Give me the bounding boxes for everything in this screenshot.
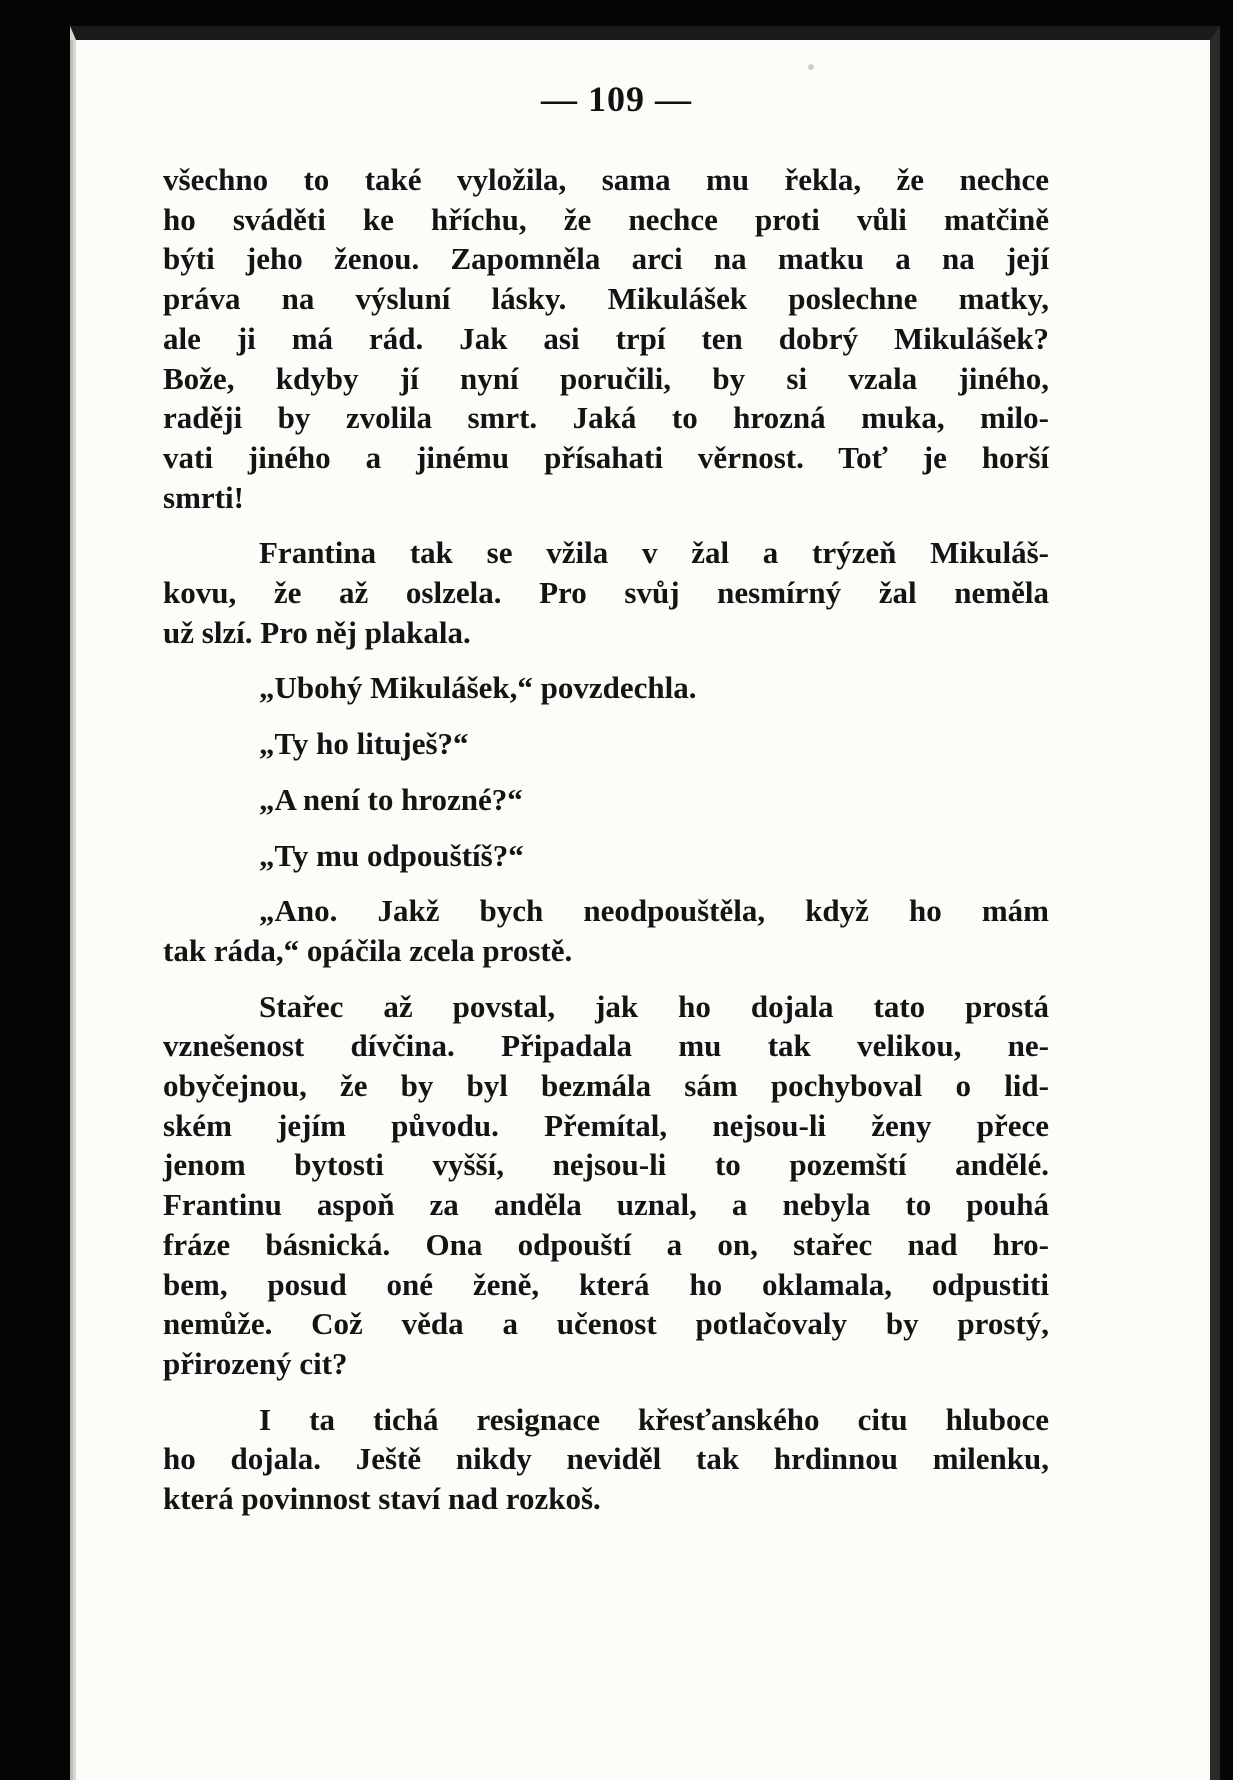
text-line: která povinnost staví nad rozkoš. [163,1481,601,1517]
text-line: jenom bytosti vyšší, nejsou-li to pozemští andělé. [163,1147,1049,1183]
paragraph-gap [163,517,1049,533]
ink-speck [808,64,814,70]
text-line: vati jiného a jinému přísahati věrnost. Toť je horší [163,439,1049,475]
text-line: ale ji má rád. Jak asi trpí ten dobrý Mikulášek? [163,320,1049,356]
paragraph [163,533,1049,652]
text-line: „A není to hrozné?“ [259,781,523,817]
paragraph-gap [163,971,1049,987]
paragraph-gap [163,708,1049,724]
paragraph-gap [163,820,1049,836]
text-line: fráze básnická. Ona odpouští a on, stařec nad hro- [163,1226,1049,1262]
body-text [163,160,1049,1519]
dialogue-line [163,724,1049,764]
paragraph [163,1400,1049,1519]
text-line: tak ráda,“ opáčila zcela prostě. [163,932,573,968]
text-line: kovu, že až oslzela. Pro svůj nesmírný žal neměla [163,575,1049,611]
text-line: Bože, kdyby jí nyní poručili, by si vzala jiného, [163,360,1049,396]
text-line: přirozený cit? [163,1345,348,1381]
paragraph-gap [163,764,1049,780]
text-line: práva na výsluní lásky. Mikulášek poslechne matky, [163,281,1049,317]
dialogue-line [163,780,1049,820]
text-line: býti jeho ženou. Zapomněla arci na matku a na její [163,241,1049,277]
paragraph-gap [163,875,1049,891]
text-line: Frantinu aspoň za anděla uznal, a nebyla to pouhá [163,1187,1049,1223]
paragraph-gap [163,652,1049,668]
text-line: bem, posud oné ženě, která ho oklamala, odpustiti [163,1266,1049,1302]
text-line: ském jejím původu. Přemítal, nejsou-li ženy přece [163,1107,1049,1143]
paragraph-gap [163,1384,1049,1400]
dialogue-line [163,836,1049,876]
paragraph [163,891,1049,970]
text-line: „Ano. Jakž bych neodpouštěla, když ho mám [259,893,1049,929]
text-line: „Ty mu odpouštíš?“ [259,837,524,873]
text-line: raději by zvolila smrt. Jaká to hrozná muka, milo- [163,400,1049,436]
paragraph [163,160,1049,517]
text-line: všechno to také vyložila, sama mu řekla, že nechce [163,162,1049,197]
text-line: ho sváděti ke hříchu, že nechce proti vůli matčině [163,201,1049,237]
text-line: Frantina tak se vžila v žal a trýzeň Mikuláš- [259,535,1049,571]
paragraph [163,987,1049,1384]
text-line: nemůže. Což věda a učenost potlačovaly by prostý, [163,1306,1049,1342]
text-line: Stařec až povstal, jak ho dojala tato prostá [259,988,1049,1024]
text-line: „Ty ho lituješ?“ [259,726,469,762]
text-line: I ta tichá resignace křesťanského citu hluboce [259,1401,1049,1437]
text-line: „Ubohý Mikulášek,“ povzdechla. [259,670,697,706]
text-line: obyčejnou, že by byl bezmála sám pochyboval o lid- [163,1068,1049,1104]
text-line: vznešenost dívčina. Připadala mu tak velikou, ne- [163,1028,1049,1064]
text-line: smrti! [163,479,244,515]
text-line: ho dojala. Ještě nikdy neviděl tak hrdinnou milenku, [163,1441,1049,1477]
page-edge [70,40,73,1780]
text-line: už slzí. Pro něj plakala. [163,614,471,650]
page-number: — 109 — [541,79,692,119]
dialogue-line [163,668,1049,708]
